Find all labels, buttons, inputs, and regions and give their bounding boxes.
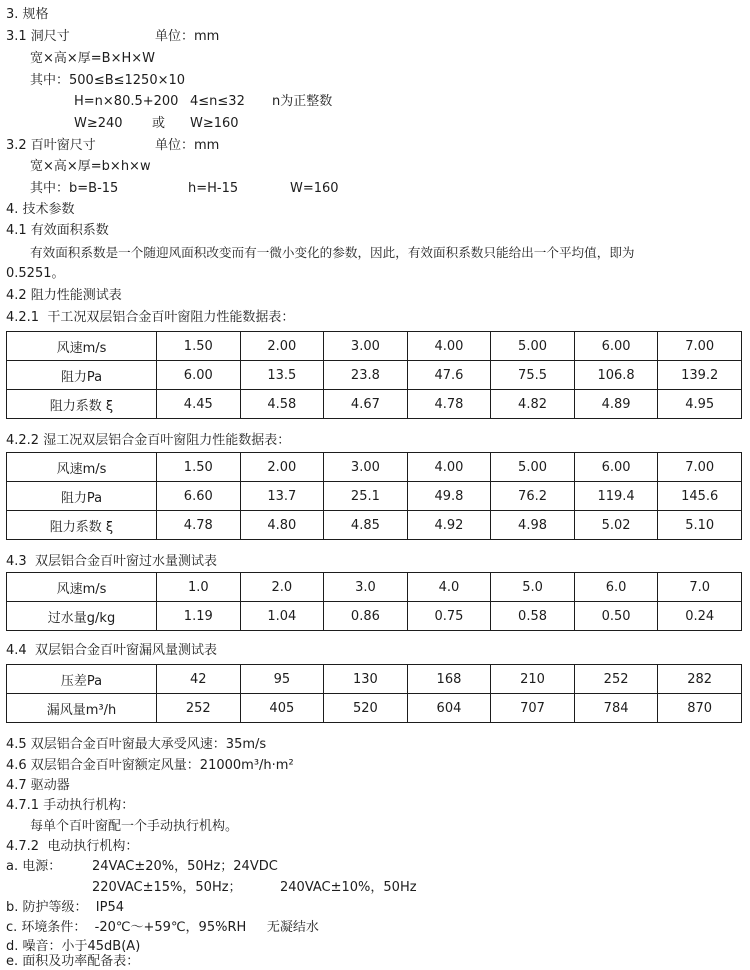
section-4-heading: 4. 技术参数	[6, 202, 75, 217]
power-option-2: 220VAC±15%，50Hz；	[92, 880, 242, 895]
hole-h-formula: H=n×80.5+200	[74, 94, 179, 109]
table-cell: 4.78	[407, 390, 491, 419]
table-cell: 42	[157, 665, 241, 694]
table-cell: 47.6	[407, 361, 491, 390]
water-carryover-table	[6, 572, 742, 631]
table-cell: 604	[407, 694, 491, 723]
table-cell: 4.98	[491, 511, 575, 540]
table-cell: 4.89	[574, 390, 658, 419]
table-row	[7, 332, 742, 361]
section-4-7-1-text: 每单个百叶窗配一个手动执行机构。	[30, 819, 239, 834]
louver-h: h=H-15	[188, 181, 239, 196]
table-cell: 3.00	[324, 453, 408, 482]
hole-formula: 宽×高×厚=B×H×W	[30, 51, 156, 66]
table-cell: 6.0	[574, 573, 658, 602]
table-cell: 252	[574, 665, 658, 694]
section-3-1-unit: 单位：mm	[155, 29, 220, 44]
table-cell: 4.0	[407, 573, 491, 602]
section-4-7-1: 4.7.1 手动执行机构：	[6, 798, 135, 813]
section-4-2-1-title: 4.2.1 干工况双层铝合金百叶窗阻力性能数据表：	[6, 310, 295, 325]
table-row	[7, 694, 742, 723]
table-cell: 405	[240, 694, 324, 723]
hole-n-integer: n为正整数	[272, 94, 333, 109]
noise-level: d. 噪音：小于45dB(A)	[6, 939, 141, 954]
table-cell: 1.04	[240, 602, 324, 631]
table-cell: 4.92	[407, 511, 491, 540]
section-4-2-title: 4.2 阻力性能测试表	[6, 288, 122, 303]
table-cell: 5.02	[574, 511, 658, 540]
louver-b: 其中：b=B-15	[30, 181, 119, 196]
table-cell: 0.75	[407, 602, 491, 631]
table-cell: 1.19	[157, 602, 241, 631]
table-cell: 6.60	[157, 482, 241, 511]
table-cell: 4.67	[324, 390, 408, 419]
section-4-5: 4.5 双层铝合金百叶窗最大承受风速：35m/s	[6, 737, 267, 752]
table-cell: 4.45	[157, 390, 241, 419]
table-cell: 4.95	[658, 390, 742, 419]
table-cell: 阻力Pa	[7, 482, 157, 511]
table-cell: 阻力Pa	[7, 361, 157, 390]
table-cell: 0.58	[491, 602, 575, 631]
hole-w-min-2: W≥160	[190, 116, 239, 131]
table-cell: 145.6	[658, 482, 742, 511]
table-cell: 5.00	[491, 453, 575, 482]
table-row	[7, 573, 742, 602]
table-row	[7, 361, 742, 390]
table-cell: 漏风量m³/h	[7, 694, 157, 723]
table-cell: 252	[157, 694, 241, 723]
table-row	[7, 390, 742, 419]
section-3-1-title: 3.1 洞尺寸	[6, 29, 70, 44]
table-row	[7, 602, 742, 631]
table-cell: 4.80	[240, 511, 324, 540]
table-cell: 7.0	[658, 573, 742, 602]
table-cell: 76.2	[491, 482, 575, 511]
power-option-3: 240VAC±10%，50Hz	[280, 880, 417, 895]
table-cell: 75.5	[491, 361, 575, 390]
environment-conditions: c. 环境条件： -20℃～+59℃，95%RH 无凝结水	[6, 920, 319, 935]
section-4-6: 4.6 双层铝合金百叶窗额定风量：21000m³/h·m²	[6, 758, 294, 773]
section-4-1-title: 4.1 有效面积系数	[6, 223, 109, 238]
table-cell: 870	[658, 694, 742, 723]
table-cell: 5.10	[658, 511, 742, 540]
table-cell: 3.0	[324, 573, 408, 602]
section-4-7-2: 4.7.2 电动执行机构：	[6, 839, 139, 854]
section-4-2-2-title: 4.2.2 湿工况双层铝合金百叶窗阻力性能数据表：	[6, 433, 291, 448]
table-cell: 0.50	[574, 602, 658, 631]
table-cell: 过水量g/kg	[7, 602, 157, 631]
section-4-4-title: 4.4 双层铝合金百叶窗漏风量测试表	[6, 643, 217, 658]
table-row	[7, 482, 742, 511]
table-row	[7, 665, 742, 694]
power-option-1: 24VAC±20%，50Hz；24VDC	[92, 859, 278, 874]
hole-where: 其中：500≤B≤1250×10	[30, 73, 186, 88]
table-cell: 阻力系数 ξ	[7, 511, 157, 540]
table-cell: 25.1	[324, 482, 408, 511]
hole-w-min: W≥240	[74, 116, 123, 131]
table-cell: 13.7	[240, 482, 324, 511]
table-cell: 139.2	[658, 361, 742, 390]
table-cell: 风速m/s	[7, 453, 157, 482]
table-cell: 6.00	[157, 361, 241, 390]
table-cell: 7.00	[658, 332, 742, 361]
table-cell: 2.0	[240, 573, 324, 602]
hole-or: 或	[152, 116, 166, 131]
table-cell: 6.00	[574, 453, 658, 482]
section-4-1-text-cont: 0.5251。	[6, 266, 65, 281]
table-cell: 210	[491, 665, 575, 694]
table-cell: 5.0	[491, 573, 575, 602]
table-cell: 1.50	[157, 453, 241, 482]
hole-n-range: 4≤n≤32	[190, 94, 245, 109]
table-cell: 2.00	[240, 332, 324, 361]
table-cell: 1.50	[157, 332, 241, 361]
table-row	[7, 453, 742, 482]
table-cell: 7.00	[658, 453, 742, 482]
protection-class: b. 防护等级： IP54	[6, 900, 124, 915]
table-cell: 4.85	[324, 511, 408, 540]
table-cell: 23.8	[324, 361, 408, 390]
power-label: a. 电源：	[6, 859, 62, 874]
section-3-heading: 3. 规格	[6, 7, 49, 22]
table-cell: 282	[658, 665, 742, 694]
table-cell: 2.00	[240, 453, 324, 482]
table-cell: 风速m/s	[7, 332, 157, 361]
table-cell: 0.24	[658, 602, 742, 631]
section-4-3-title: 4.3 双层铝合金百叶窗过水量测试表	[6, 554, 217, 569]
area-power-table-title: e. 面积及功率配备表：	[6, 954, 140, 969]
table-cell: 1.0	[157, 573, 241, 602]
table-cell: 4.58	[240, 390, 324, 419]
table-cell: 520	[324, 694, 408, 723]
section-4-7: 4.7 驱动器	[6, 778, 70, 793]
table-cell: 49.8	[407, 482, 491, 511]
table-cell: 0.86	[324, 602, 408, 631]
table-cell: 3.00	[324, 332, 408, 361]
table-cell: 13.5	[240, 361, 324, 390]
table-cell: 95	[240, 665, 324, 694]
section-3-2-unit: 单位：mm	[155, 138, 220, 153]
table-cell: 4.00	[407, 332, 491, 361]
table-cell: 119.4	[574, 482, 658, 511]
table-row	[7, 511, 742, 540]
air-leakage-table	[6, 664, 742, 723]
table-cell: 6.00	[574, 332, 658, 361]
louver-w: W=160	[290, 181, 339, 196]
section-3-2-title: 3.2 百叶窗尺寸	[6, 138, 96, 153]
table-cell: 5.00	[491, 332, 575, 361]
table-cell: 106.8	[574, 361, 658, 390]
dry-resistance-table	[6, 331, 742, 419]
table-cell: 压差Pa	[7, 665, 157, 694]
table-cell: 784	[574, 694, 658, 723]
table-cell: 130	[324, 665, 408, 694]
section-4-1-text: 有效面积系数是一个随迎风面积改变而有一微小变化的参数，因此，有效面积系数只能给出一个平均值，即为	[30, 245, 635, 260]
table-cell: 707	[491, 694, 575, 723]
table-cell: 168	[407, 665, 491, 694]
table-cell: 风速m/s	[7, 573, 157, 602]
table-cell: 4.78	[157, 511, 241, 540]
wet-resistance-table	[6, 452, 742, 540]
table-cell: 4.00	[407, 453, 491, 482]
table-cell: 阻力系数 ξ	[7, 390, 157, 419]
louver-formula: 宽×高×厚=b×h×w	[30, 159, 151, 174]
table-cell: 4.82	[491, 390, 575, 419]
